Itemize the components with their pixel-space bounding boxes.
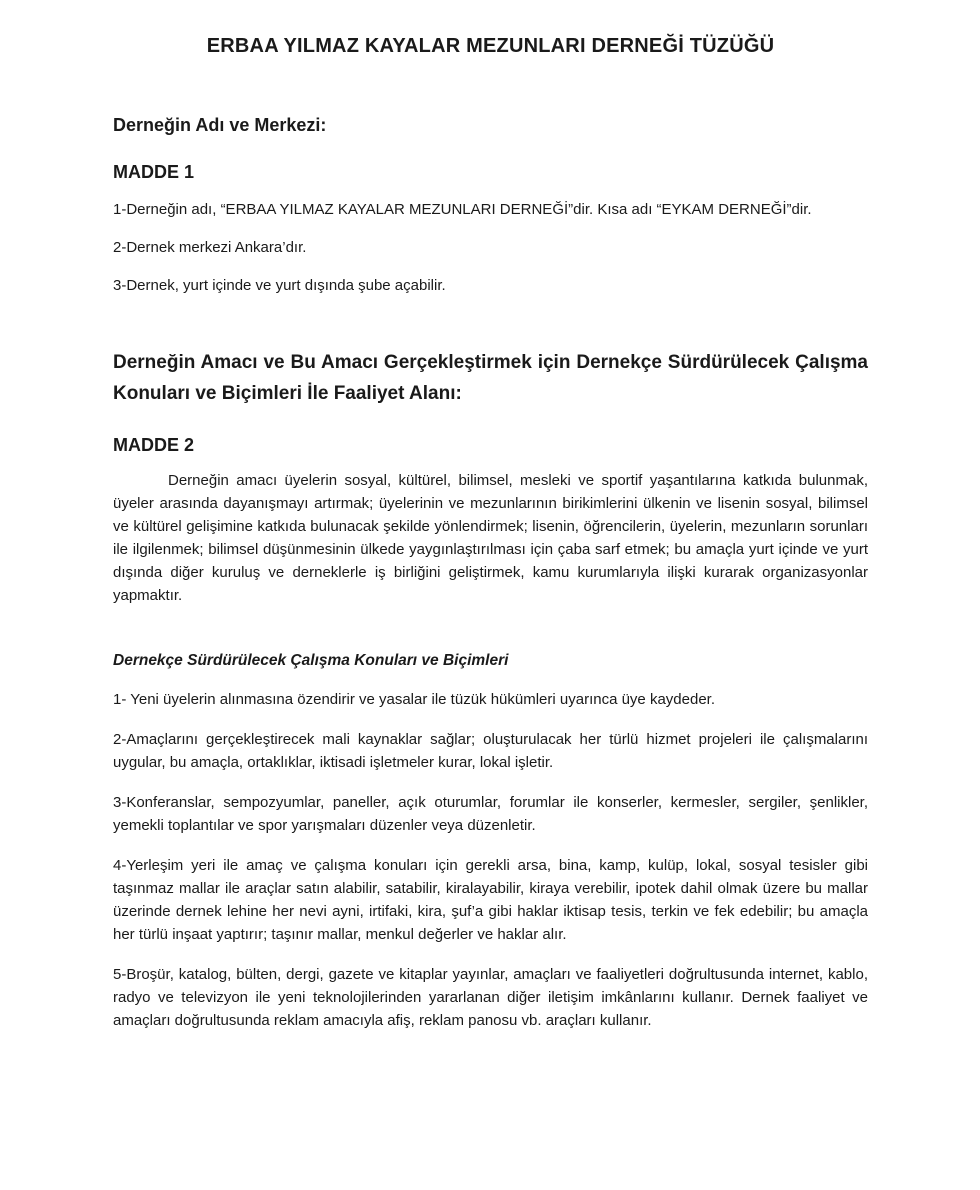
section-activities xyxy=(113,651,868,1032)
madde2-body-paragraph: Derneğin amacı üyelerin sosyal, kültürel, bilimsel, mesleki ve sportif yaşantılarına katkıda bulunmak, üyeler arasında dayanışmayı artırmak; üyelerinin ve mezunlarının birikimlerini ülkenin ve lisenin sosyal, bilimsel ve kültürel gelişimine katkıda bulunacak şekilde yönlendirmek; lisenin, öğrencilerin, üyelerin, mezunların sorunları ile ilgilenmek; bilimsel düşünmesinin ülkede yaygınlaştırılması için çaba sarf etmek; bu amaçla yurt içinde ve yurt dışında diğer kuruluş ve derneklerle iş birliğini geliştirmek, kamu kurumlarıyla ilişki kurarak organizasyonlar yapmaktır. xyxy=(113,472,868,604)
heading-name-and-center: Derneğin Adı ve Merkezi: xyxy=(113,115,327,135)
madde1-clause-3: 3-Dernek, yurt içinde ve yurt dışında şube açabilir. xyxy=(113,277,446,294)
heading-purpose: Derneğin Amacı ve Bu Amacı Gerçekleştirmek için Dernekçe Sürdürülecek Çalışma Konuları ve Biçimleri İle Faaliyet Alanı: xyxy=(113,352,868,404)
document-title: ERBAA YILMAZ KAYALAR MEZUNLARI DERNEĞİ TÜZÜĞÜ xyxy=(206,35,775,57)
section-name-and-center xyxy=(113,114,868,297)
section-purpose xyxy=(113,347,868,607)
heading-madde-1: MADDE 1 xyxy=(113,162,195,182)
activity-item-4: 4-Yerleşim yeri ile amaç ve çalışma konuları için gerekli arsa, bina, kamp, kulüp, lokal, sosyal tesisler gibi taşınmaz mallar ile araçlar satın alabilir, satabilir, kiralayabilir, kiraya verebilir, ipotek dahil olmak üzere bu mallar üzerinde dernek lehine her nevi ayni, irtifaki, kira, şuf’a gibi haklar iktisap tesis, terkin ve fek edebilir; bu amaçla her türlü inşaat yaptırır; taşınır mallar, menkul değerler ve haklar alır. xyxy=(113,857,868,943)
madde1-clause-1: 1-Derneğin adı, “ERBAA YILMAZ KAYALAR MEZUNLARI DERNEĞİ”dir. Kısa adı “EYKAM DERNEĞİ”dir. xyxy=(113,201,812,218)
heading-madde-2: MADDE 2 xyxy=(113,435,195,455)
activity-item-2: 2-Amaçlarını gerçekleştirecek mali kaynaklar sağlar; oluşturulacak her türlü hizmet projeleri ile çalışmalarını uygular, bu amaçla, ortaklıklar, iktisadi işletmeler kurar, lokal işletir. xyxy=(113,731,868,771)
activity-item-3: 3-Konferanslar, sempozyumlar, paneller, açık oturumlar, forumlar ile konserler, kermesler, sergiler, şenlikler, yemekli toplantılar ve spor yarışmaları düzenler veya düzenletir. xyxy=(113,794,868,834)
heading-activities: Dernekçe Sürdürülecek Çalışma Konuları ve Biçimleri xyxy=(113,652,509,669)
activity-item-5: 5-Broşür, katalog, bülten, dergi, gazete ve kitaplar yayınlar, amaçları ve faaliyetleri doğrultusunda internet, kablo, radyo ve televizyon ile yeni teknolojilerinden yararlanan diğer iletişim imkânlarını kullanır. Dernek faaliyet ve amaçları doğrultusunda reklam amacıyla afiş, reklam panosu vb. araçları kullanır. xyxy=(113,966,868,1029)
madde1-clause-2: 2-Dernek merkezi Ankara’dır. xyxy=(113,239,307,256)
activity-item-1: 1- Yeni üyelerin alınmasına özendirir ve yasalar ile tüzük hükümleri uyarınca üye kaydeder. xyxy=(113,691,715,708)
